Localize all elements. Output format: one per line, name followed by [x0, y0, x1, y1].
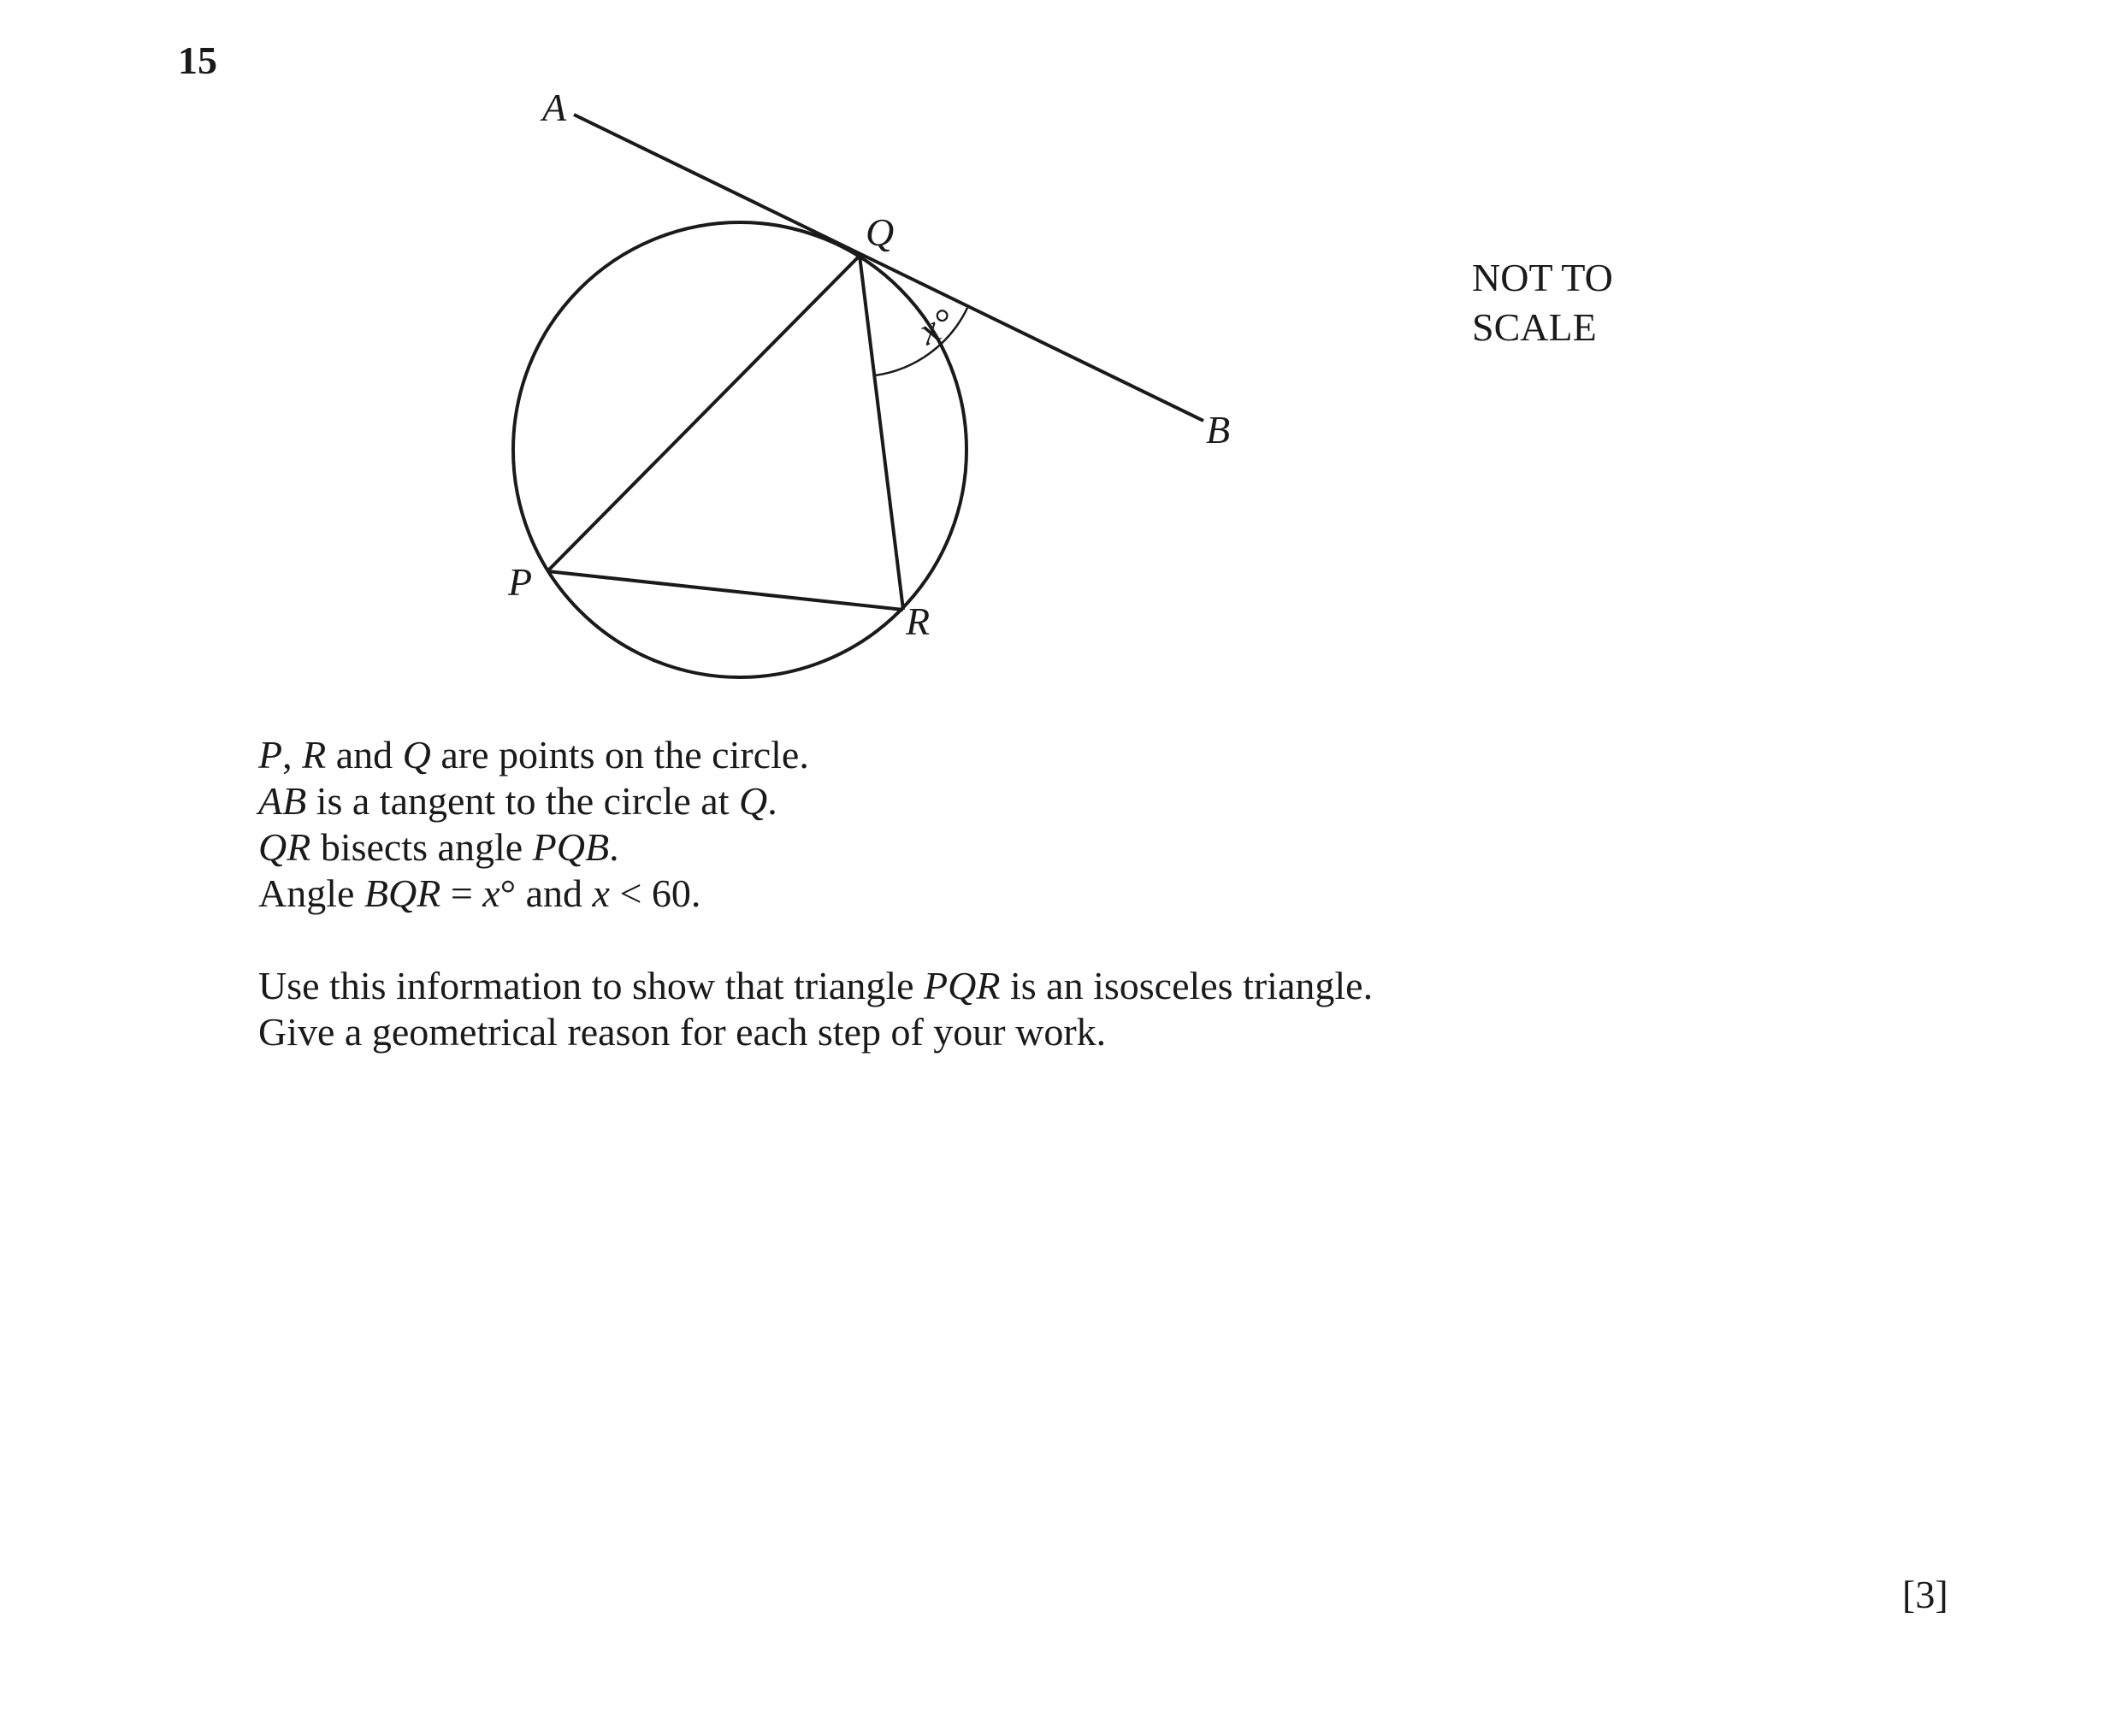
angle-label: x° — [912, 299, 961, 353]
chord-pr — [547, 571, 903, 610]
chord-pq — [547, 256, 860, 571]
statement-bisect: QR bisects angle PQB. — [258, 825, 619, 869]
not-to-scale-note — [1472, 253, 1613, 352]
label-q: Q — [866, 210, 895, 254]
marks-allocation: [3] — [1902, 1573, 1948, 1616]
question-text — [258, 732, 1373, 1055]
label-p: P — [508, 560, 533, 604]
statement-tangent: AB is a tangent to the circle at Q. — [258, 779, 777, 823]
tangent-line-ab — [574, 115, 1203, 421]
instruction-reason: Give a geometrical reason for each step of your work. — [258, 1010, 1107, 1054]
label-r: R — [906, 599, 931, 643]
statement-points: P, R and Q are points on the circle. — [258, 733, 809, 776]
chord-qr — [860, 256, 903, 610]
label-a: A — [542, 86, 567, 129]
instruction-show: Use this information to show that triangle PQR is an isosceles triangle. — [258, 964, 1374, 1007]
statement-angle: Angle BQR = x° and x < 60. — [258, 871, 701, 915]
label-b: B — [1206, 408, 1231, 452]
note-line-1: NOT TO — [1472, 256, 1613, 299]
note-line-2: SCALE — [1472, 305, 1597, 349]
question-number: 15 — [178, 38, 217, 82]
